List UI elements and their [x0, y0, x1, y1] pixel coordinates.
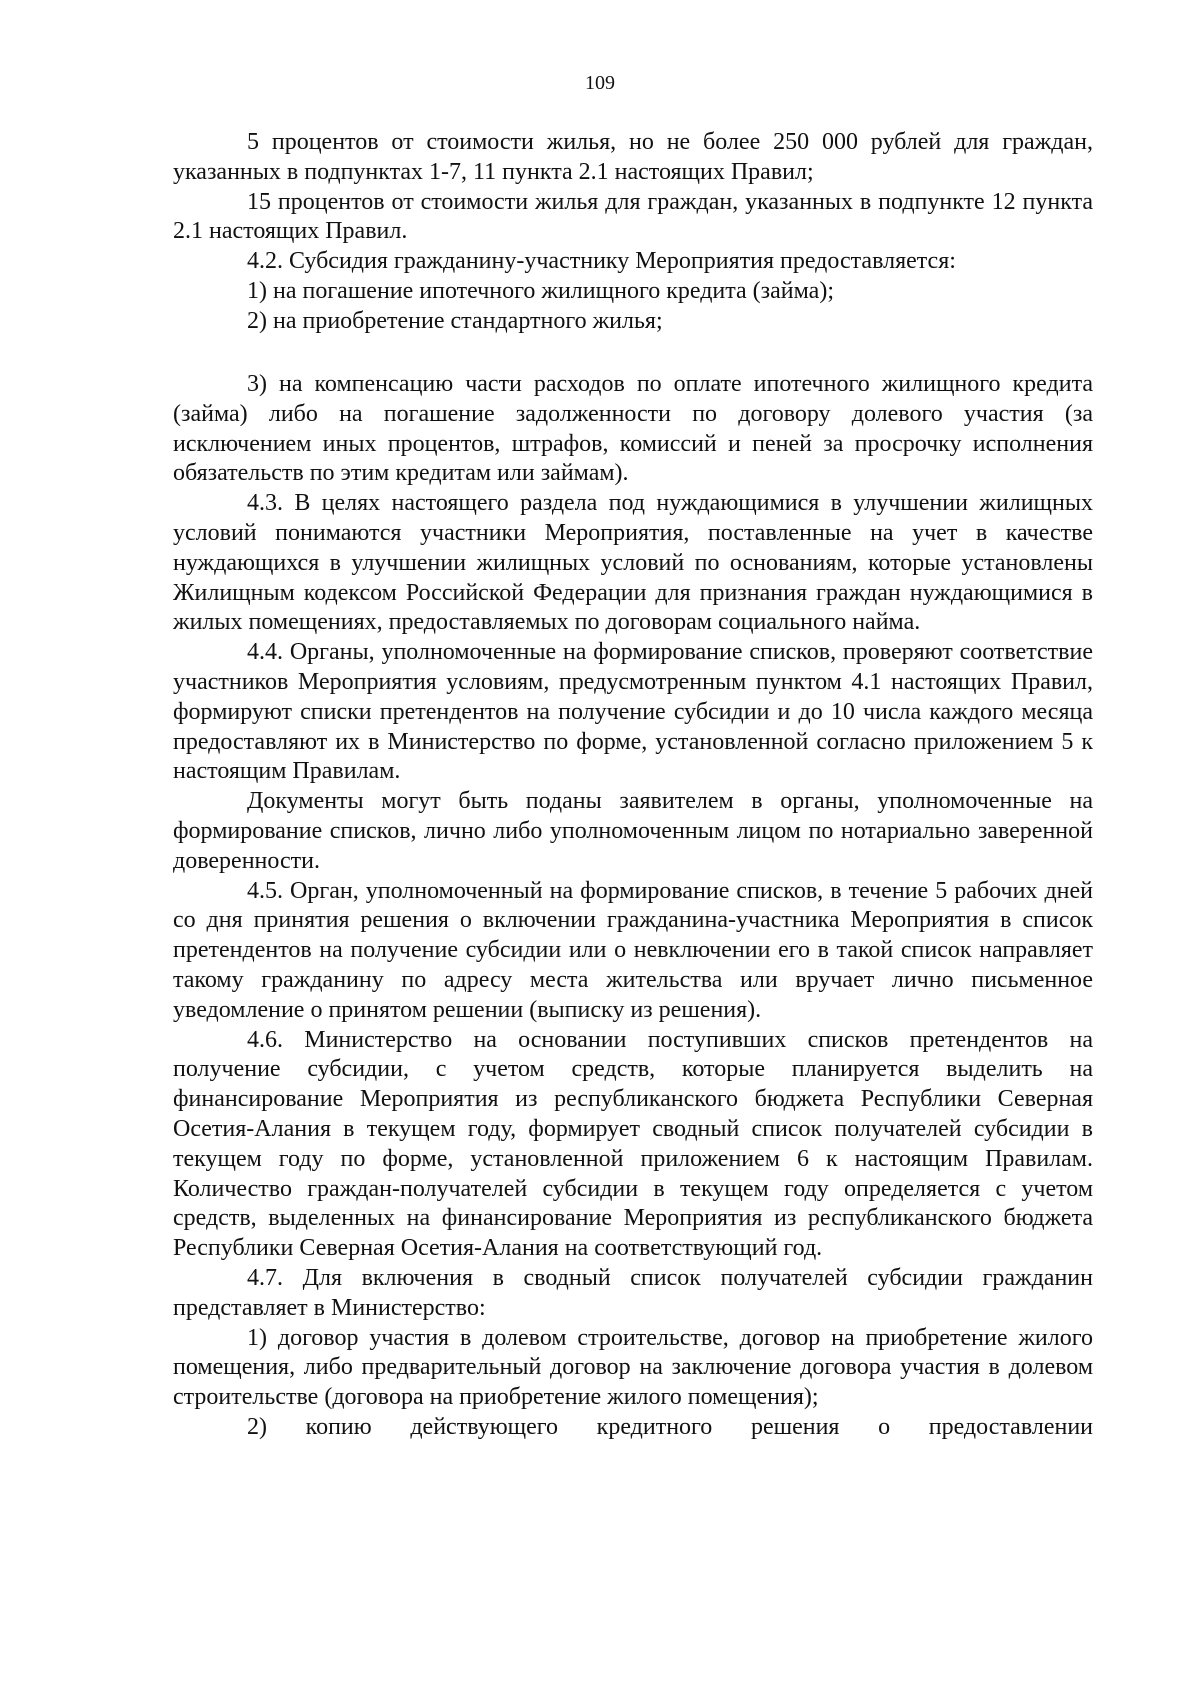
paragraph: 4.4. Органы, уполномоченные на формирование списков, проверяют соответствие участников Мероприятия условиям, предусмотренным пунктом 4.1 настоящих Правил, формируют списки претендентов на получение субсидии и до 10 числа каждого месяца предоставляют их в Министерство по форме, установленной согласно приложением 5 к настоящим Правилам.: [173, 639, 1093, 785]
paragraph: 4.2. Субсидия гражданину-участнику Мероприятия предоставляется:: [247, 248, 956, 275]
text-block-top: [173, 128, 1093, 337]
paragraph: 4.6. Министерство на основании поступивших списков претендентов на получение субсидии, с учетом средств, которые планируется выделить на финансирование Мероприятия из республиканского бюджета Республики Северная Осетия-Алания в текущем году, формирует сводный список получателей субсидии в текущем году по форме, установленной приложением 6 к настоящим Правилам. Количество граждан-получателей субсидии в текущем году определяется с учетом средств, выделенных на финансирование Мероприятия из республиканского бюджета Республики Северная Осетия-Алания на соответствующий год.: [173, 1026, 1093, 1262]
paragraph: 4.5. Орган, уполномоченный на формирование списков, в течение 5 рабочих дней со дня принятия решения о включении гражданина-участника Мероприятия в список претендентов на получение субсидии или о невключении его в такой список направляет такому гражданину по адресу места жительства или вручает лично письменное уведомление о принятом решении (выписку из решения).: [173, 877, 1093, 1023]
paragraph: 5 процентов от стоимости жилья, но не более 250 000 рублей для граждан, указанных в подпунктах 1-7, 11 пункта 2.1 настоящих Правил;: [173, 129, 1093, 185]
page-number: 109: [585, 72, 615, 94]
paragraph: 4.3. В целях настоящего раздела под нуждающимися в улучшении жилищных условий понимаются участники Мероприятия, поставленные на учет в качестве нуждающихся в улучшении жилищных условий по основаниям, которые установлены Жилищным кодексом Российской Федерации для признания граждан нуждающимися в жилых помещениях, предоставляемых по договорам социального найма.: [173, 490, 1093, 636]
paragraph: Документы могут быть поданы заявителем в органы, уполномоченные на формирование списков, лично либо уполномоченным лицом по нотариально заверенной доверенности.: [173, 788, 1093, 874]
paragraph: 1) на погашение ипотечного жилищного кредита (займа);: [247, 277, 834, 304]
paragraph: 3) на компенсацию части расходов по оплате ипотечного жилищного кредита (займа) либо на погашение задолженности по договору долевого участия (за исключением иных процентов, штрафов, комиссий и пеней за просрочку исполнения обязательств по этим кредитам или займам).: [173, 371, 1093, 487]
paragraph: 2) на приобретение стандартного жилья;: [247, 307, 663, 334]
paragraph: 15 процентов от стоимости жилья для граждан, указанных в подпункте 12 пункта 2.1 настоящих Правил.: [173, 188, 1093, 245]
paragraph: 2) копию действующего кредитного решения о предоставлении: [247, 1413, 1093, 1440]
text-block-main: [173, 370, 1093, 1443]
paragraph: 4.7. Для включения в сводный список получателей субсидии гражданин представляет в Министерство:: [173, 1264, 1093, 1321]
paragraph: 1) договор участия в долевом строительстве, договор на приобретение жилого помещения, либо предварительный договор на заключение договора участия в долевом строительстве (договора на приобретение жилого помещения);: [173, 1324, 1093, 1411]
